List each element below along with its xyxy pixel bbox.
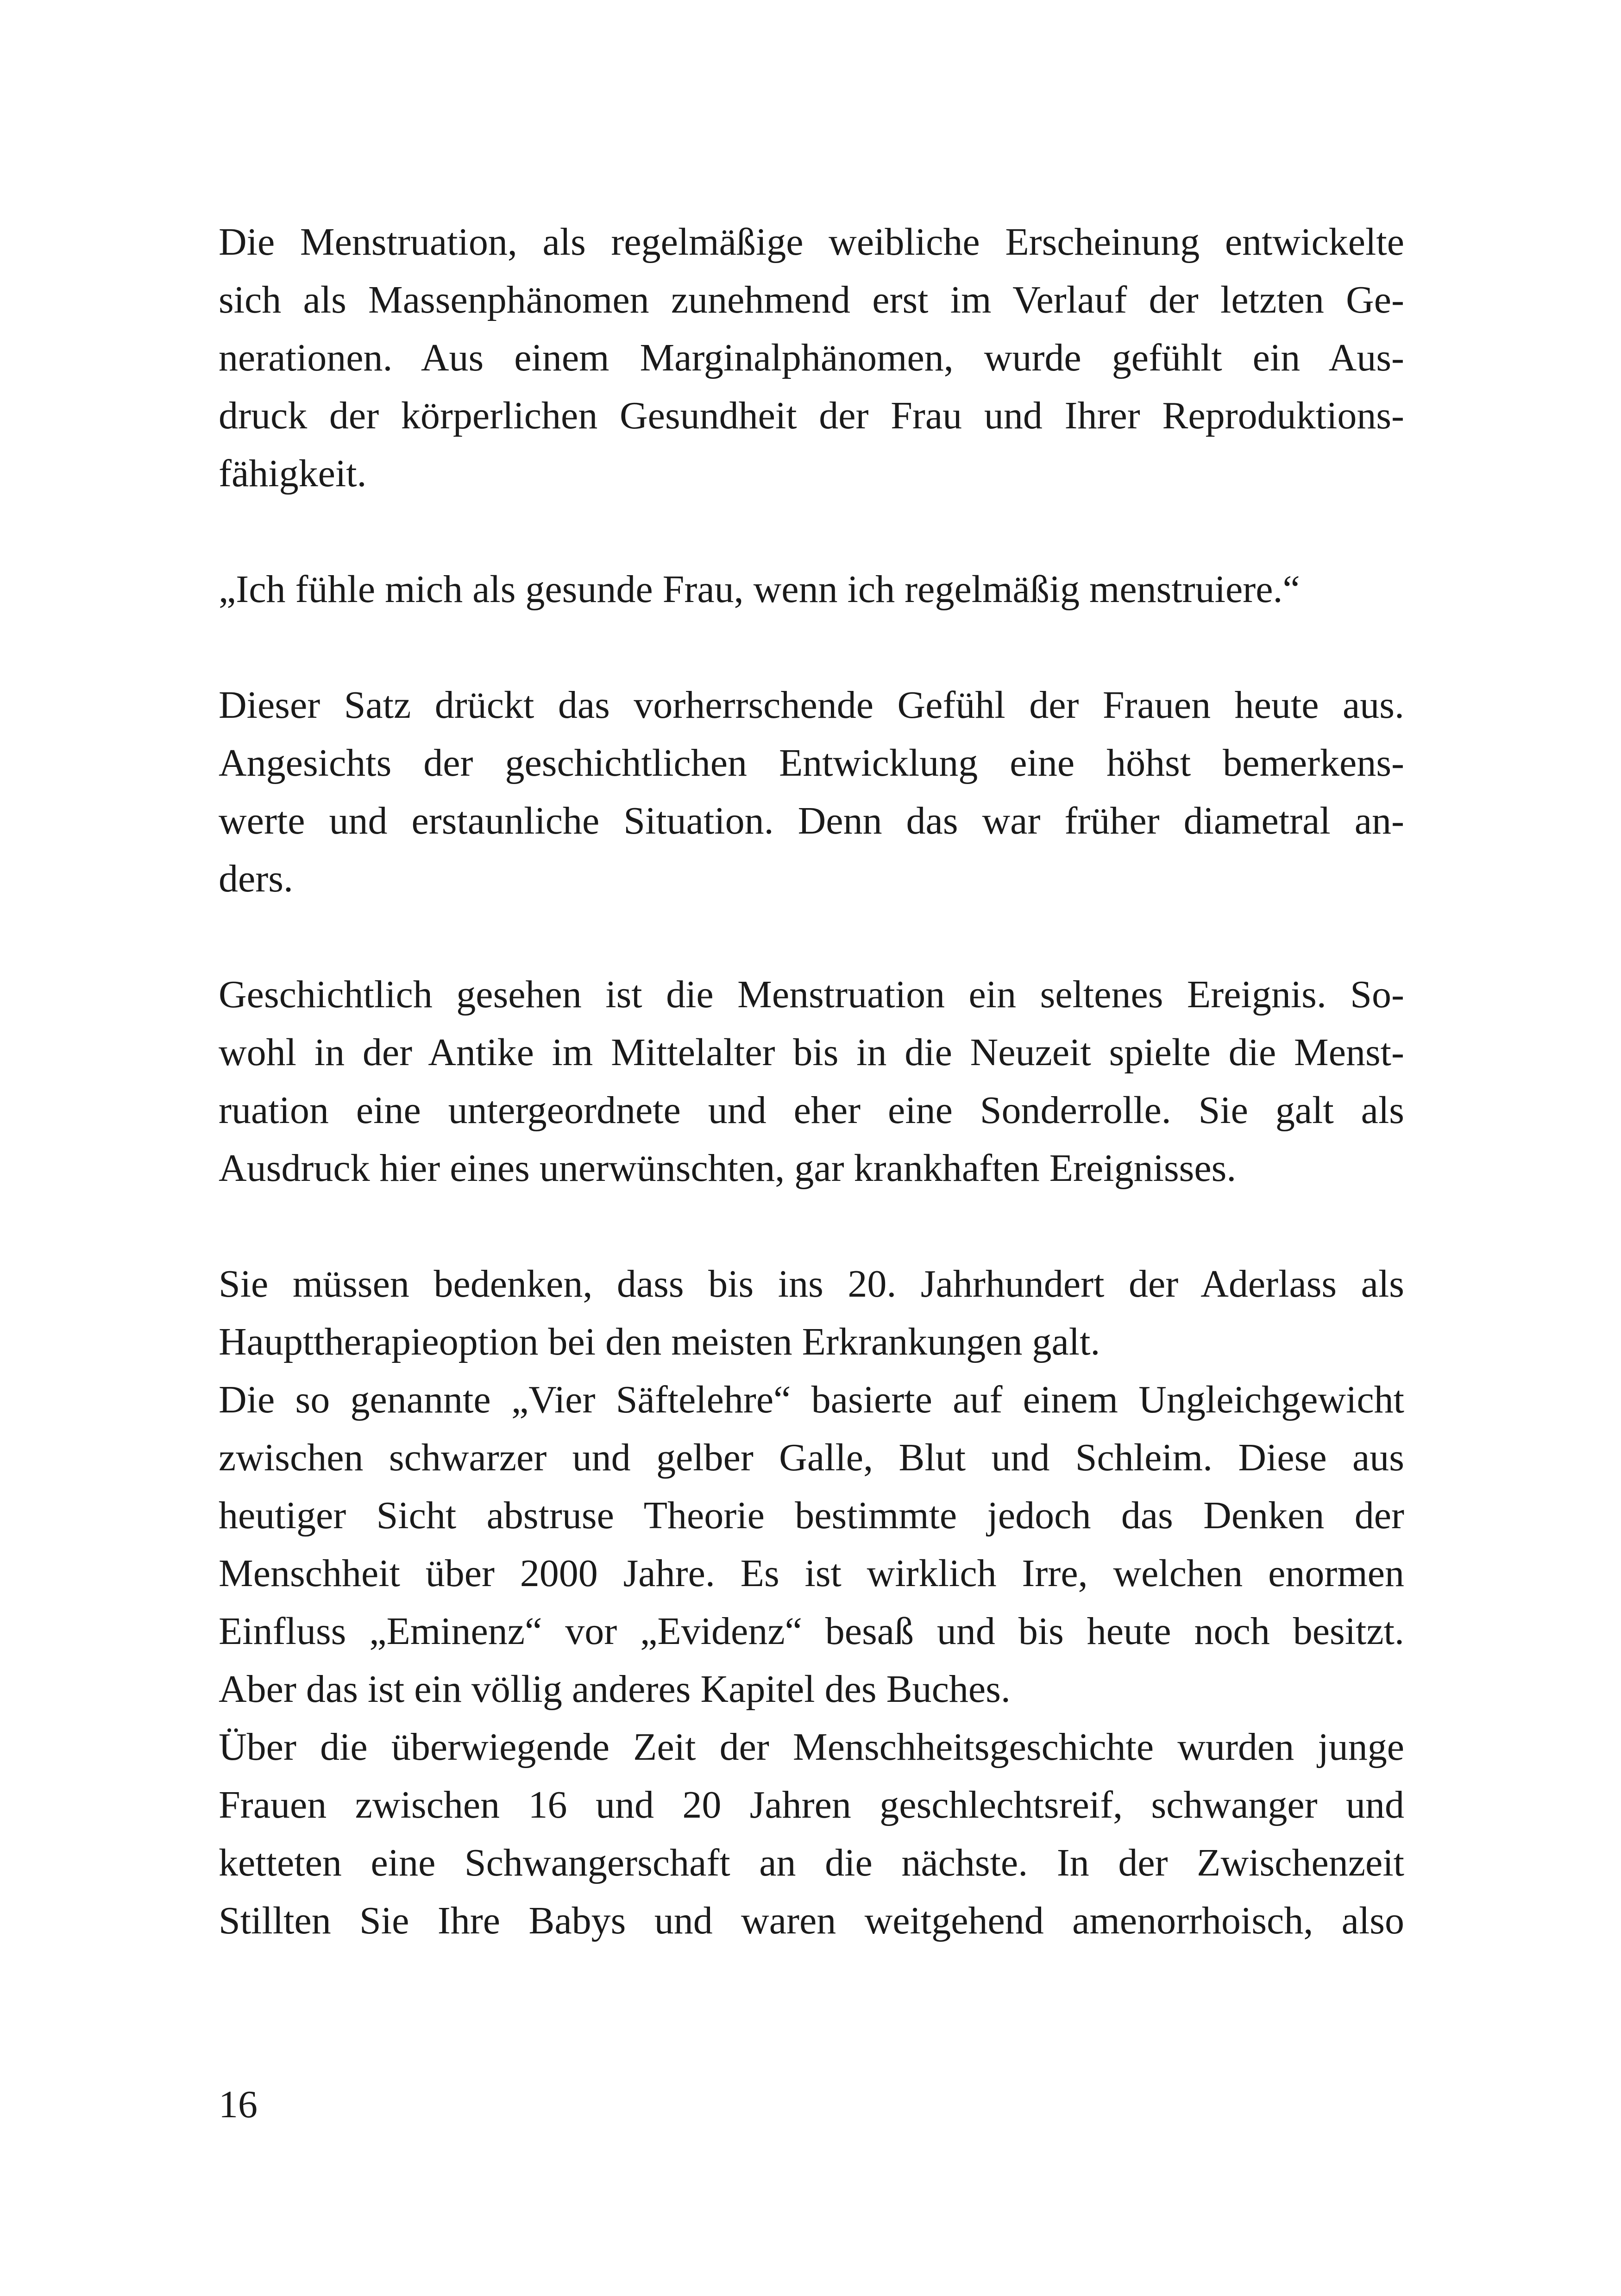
text-line: Die Menstruation, als regelmäßige weibliche Erscheinung entwickelte <box>219 220 1404 263</box>
text-line: ketteten eine Schwangerschaft an die nächste. In der Zwischenzeit <box>219 1841 1404 1884</box>
text-line: Geschichtlich gesehen ist die Menstruation ein seltenes Ereignis. So- <box>219 973 1404 1016</box>
text-line: Angesichts der geschichtlichen Entwicklung eine höhst bemerkens- <box>219 741 1404 784</box>
text-line: wohl in der Antike im Mittelalter bis in die Neuzeit spielte die Menst- <box>219 1031 1404 1074</box>
text-line: Frauen zwischen 16 und 20 Jahren geschlechtsreif, schwanger und <box>219 1783 1404 1826</box>
text-line: Ausdruck hier eines unerwünschten, gar krankhaften Ereignisses. <box>219 1147 1237 1190</box>
text-line: Über die überwiegende Zeit der Menschheitsgeschichte wurden junge <box>219 1725 1404 1769</box>
text-line: Dieser Satz drückt das vorherrschende Gefühl der Frauen heute aus. <box>219 684 1404 727</box>
page-number: 16 <box>219 2083 258 2126</box>
paragraph-gap <box>219 1197 1404 1255</box>
text-line: ders. <box>219 857 293 900</box>
paragraph-gap <box>219 502 1404 560</box>
text-line: druck der körperlichen Gesundheit der Frau und Ihrer Reproduktions- <box>219 394 1404 437</box>
text-line: Aber das ist ein völlig anderes Kapitel des Buches. <box>219 1668 1011 1711</box>
text-line: sich als Massenphänomen zunehmend erst im Verlauf der letzten Ge- <box>219 278 1404 321</box>
text-line: Sie müssen bedenken, dass bis ins 20. Jahrhundert der Aderlass als <box>219 1262 1404 1305</box>
paragraph-gap <box>219 908 1404 966</box>
text-line: heutiger Sicht abstruse Theorie bestimmte jedoch das Denken der <box>219 1494 1404 1537</box>
body-text <box>219 213 1404 1950</box>
text-line: Stillten Sie Ihre Babys und waren weitgehend amenorrhoisch, also <box>219 1899 1404 1942</box>
text-line: Einfluss „Eminenz“ vor „Evidenz“ besaß und bis heute noch besitzt. <box>219 1610 1404 1653</box>
text-line: zwischen schwarzer und gelber Galle, Blut und Schleim. Diese aus <box>219 1436 1404 1479</box>
text-line: Haupttherapieoption bei den meisten Erkrankungen galt. <box>219 1320 1100 1363</box>
text-line: werte und erstaunliche Situation. Denn das war früher diametral an- <box>219 799 1404 842</box>
text-line: ruation eine untergeordnete und eher eine Sonderrolle. Sie galt als <box>219 1089 1404 1132</box>
text-line: Menschheit über 2000 Jahre. Es ist wirklich Irre, welchen enormen <box>219 1552 1404 1595</box>
text-line: nerationen. Aus einem Marginalphänomen, wurde gefühlt ein Aus- <box>219 336 1404 379</box>
paragraph-gap <box>219 618 1404 676</box>
text-line: fähigkeit. <box>219 452 367 495</box>
quote-line: „Ich fühle mich als gesunde Frau, wenn ich regelmäßig menstruiere.“ <box>219 568 1300 611</box>
text-line: Die so genannte „Vier Säftelehre“ basierte auf einem Ungleichgewicht <box>219 1378 1404 1421</box>
